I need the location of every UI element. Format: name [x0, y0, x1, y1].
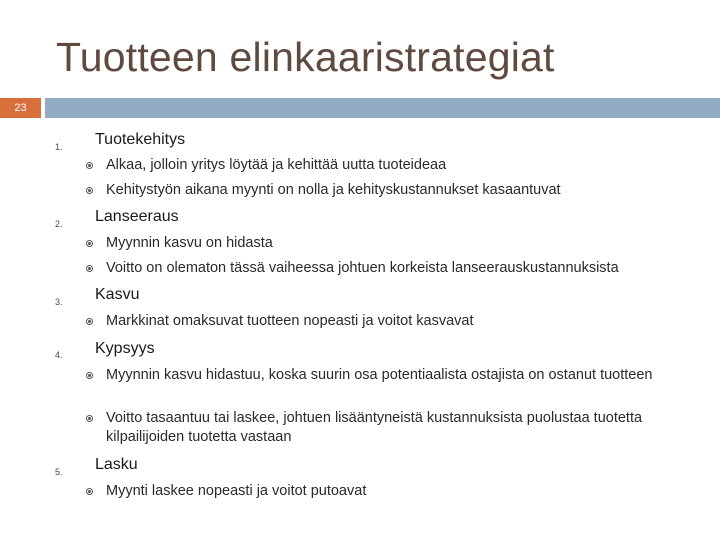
slide-number-badge: 23: [0, 98, 41, 118]
bullet-text: Kehitystyön aikana myynti on nolla ja kehityskustannukset kasaantuvat: [106, 182, 561, 198]
section-number: 5.: [55, 467, 63, 477]
bullet-text: Voitto tasaantuu tai laskee, johtuen lisääntyneistä kustannuksista puolustaa tuotetta kilpailijoiden tuotetta vastaan: [106, 410, 643, 445]
section-number: 1.: [55, 142, 63, 152]
section-heading: Lasku: [95, 456, 138, 473]
bullet-icon: [86, 265, 93, 272]
bullet-text: Markkinat omaksuvat tuotteen nopeasti ja voitot kasvavat: [106, 313, 474, 329]
section-heading: Tuotekehitys: [95, 131, 186, 148]
bullet-icon: [86, 372, 93, 379]
bullet-icon: [86, 162, 93, 169]
bullet-text: Myynnin kasvu on hidasta: [106, 235, 273, 251]
slide-title: Tuotteen elinkaaristrategiat: [56, 34, 555, 80]
bullet-icon: [86, 415, 93, 422]
bullet-icon: [86, 187, 93, 194]
bullet-text: Voitto on olematon tässä vaiheessa johtuen korkeista lanseerauskustannuksista: [106, 260, 619, 276]
section-heading: Kypsyys: [95, 340, 155, 357]
bullet-icon: [86, 488, 93, 495]
section-number: 4.: [55, 350, 63, 360]
bullet-text: Alkaa, jolloin yritys löytää ja kehittää uutta tuoteideaa: [106, 157, 447, 173]
section-heading: Kasvu: [95, 286, 140, 303]
section-number: 3.: [55, 297, 63, 307]
bullet-text: Myynti laskee nopeasti ja voitot putoavat: [106, 483, 367, 499]
section-heading: Lanseeraus: [95, 208, 179, 225]
bullet-icon: [86, 240, 93, 247]
header-bar: [45, 98, 720, 118]
bullet-text: Myynnin kasvu hidastuu, koska suurin osa potentiaalista ostajista on ostanut tuotteen: [106, 367, 653, 383]
bullet-icon: [86, 318, 93, 325]
section-number: 2.: [55, 219, 63, 229]
